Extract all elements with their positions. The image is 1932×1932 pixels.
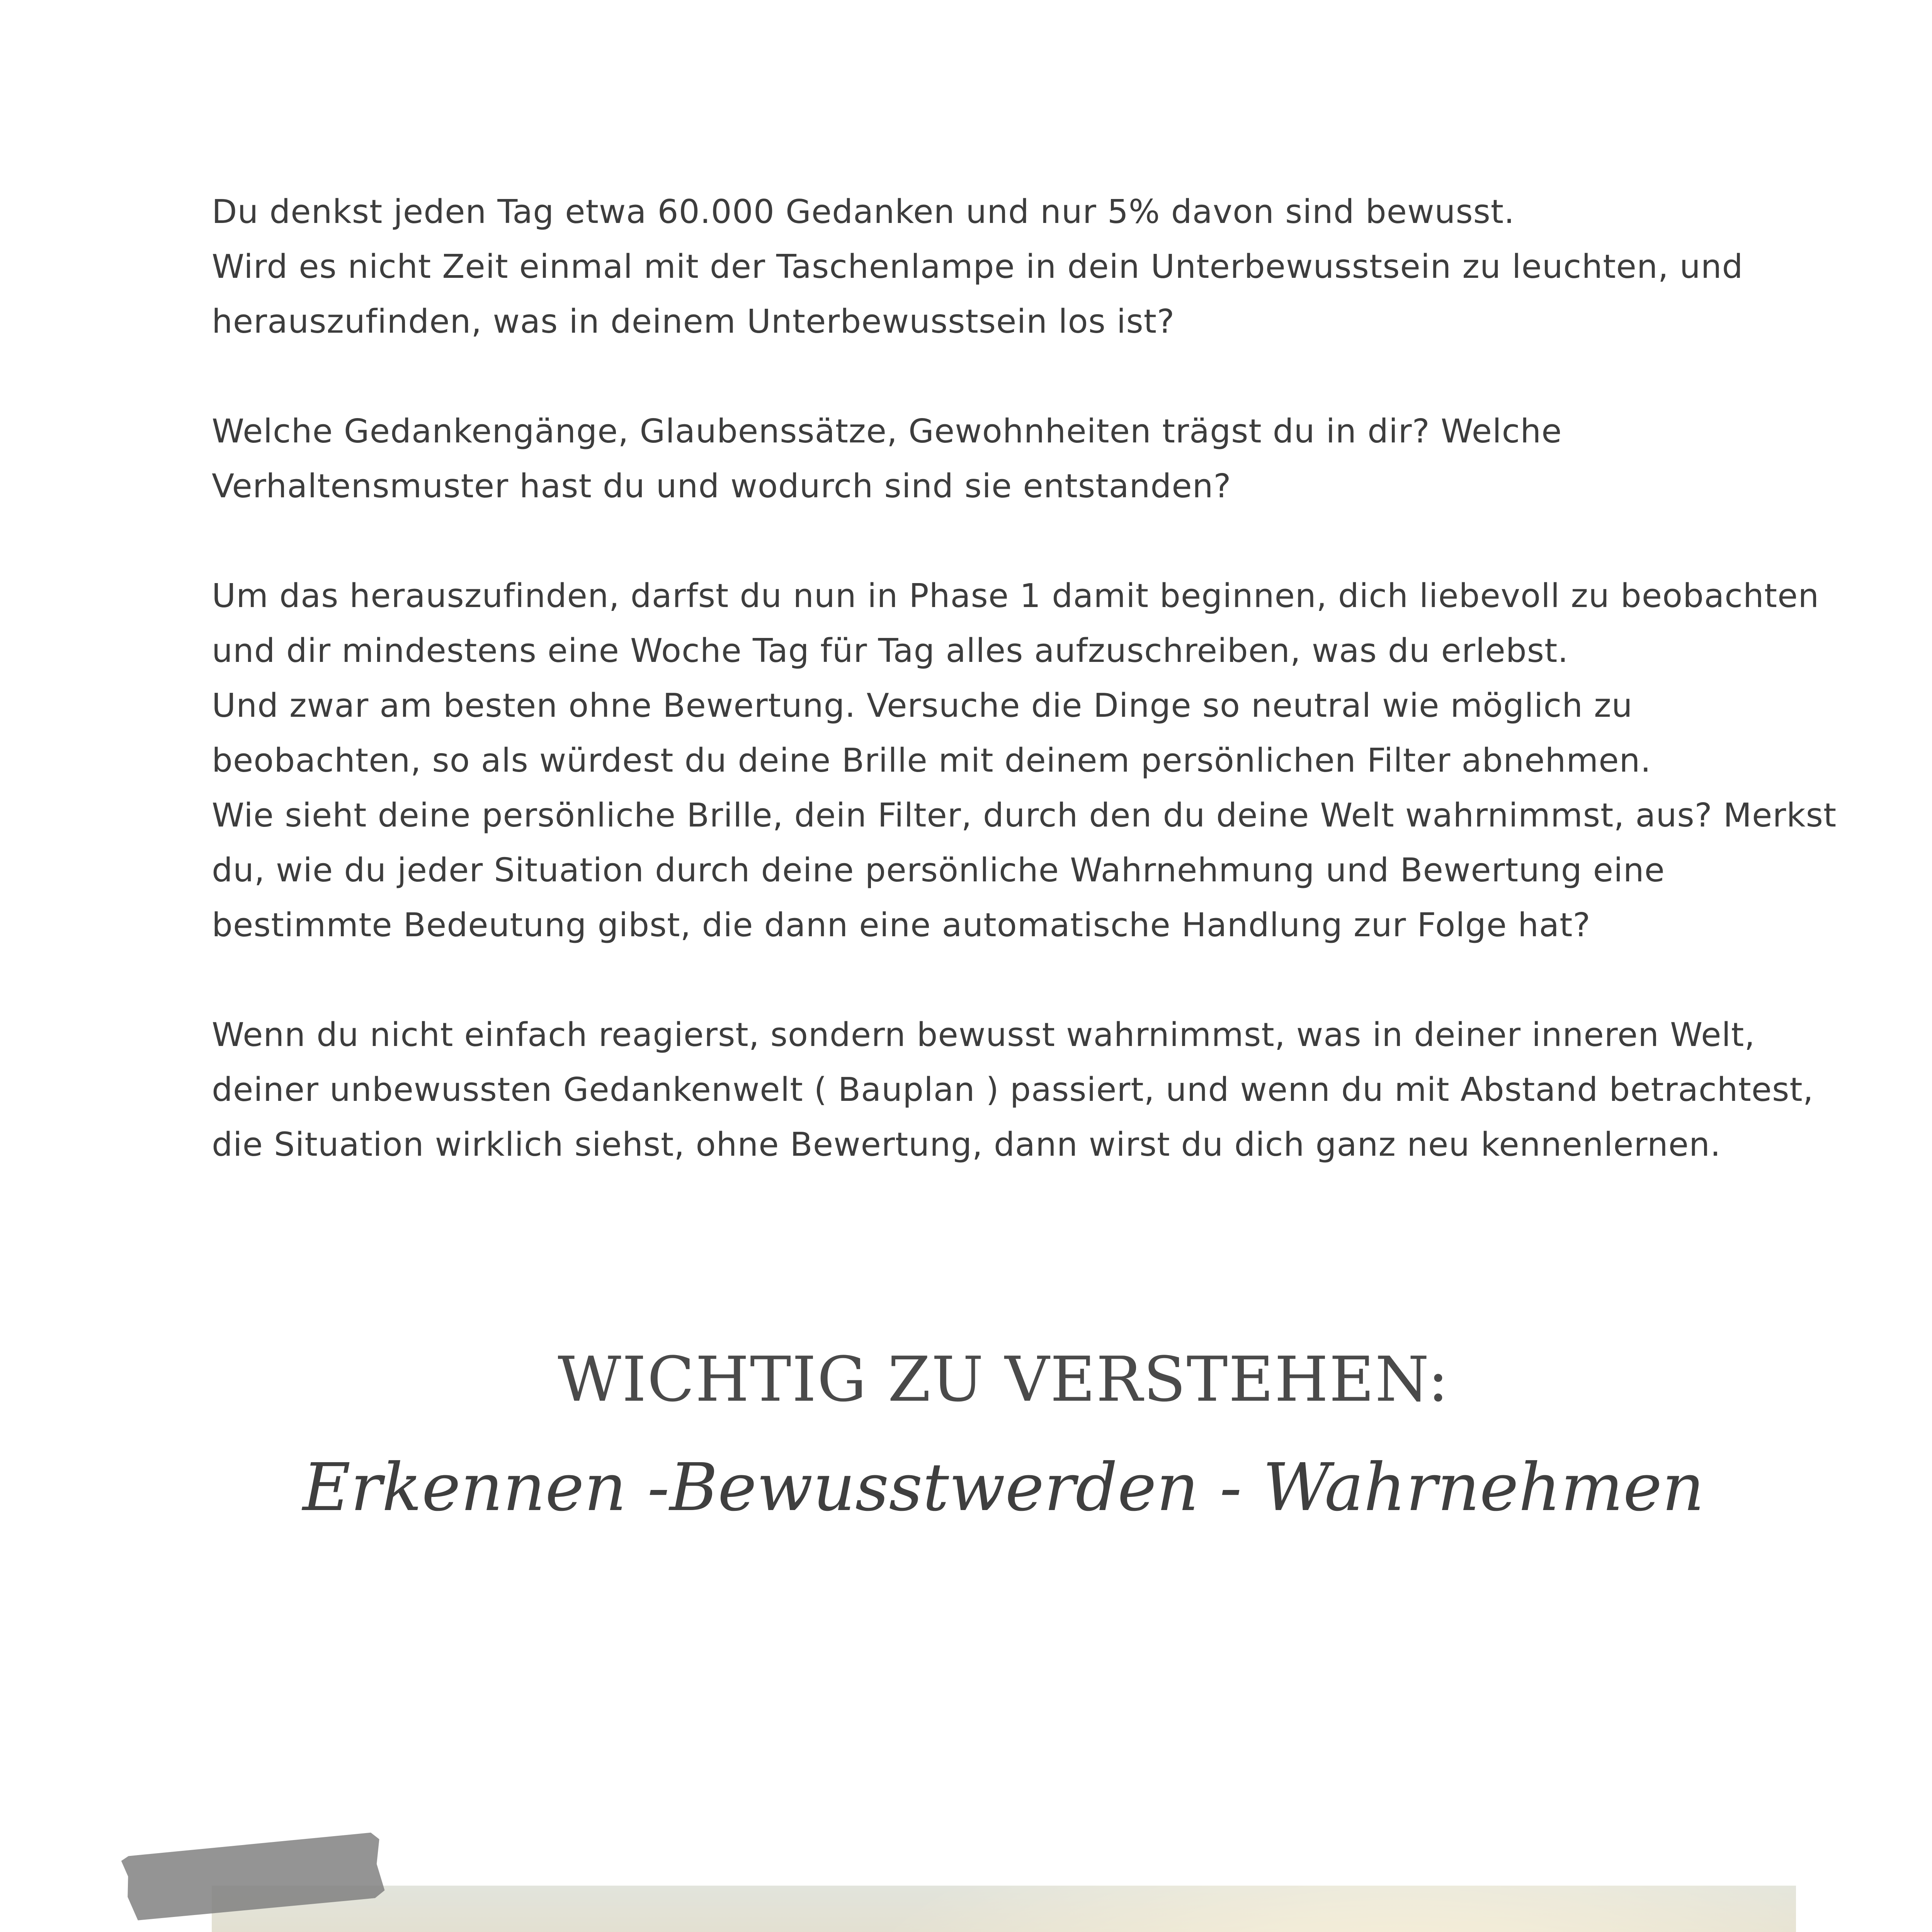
text-line: Wie sieht deine persönliche Brille, dein Filter, durch den du deine Welt wahrnimmst, aus? Merkst <box>212 796 1837 835</box>
body-text <box>212 185 1837 1172</box>
text-line: und dir mindestens eine Woche Tag für Tag alles aufzuschreiben, was du erlebst. <box>212 632 1569 670</box>
text-line: beobachten, so als würdest du deine Brille mit deinem persönlichen Filter abnehmen. <box>212 742 1651 780</box>
paragraph-2 <box>212 404 1800 514</box>
wheat-field-illustration <box>212 1886 1796 1932</box>
text-line: Verhaltensmuster hast du und wodurch sind sie entstanden? <box>212 467 1231 505</box>
text-line: Um das herauszufinden, darfst du nun in Phase 1 damit beginnen, dich liebevoll zu beobachten <box>212 577 1820 615</box>
text-line: Wenn du nicht einfach reagierst, sondern bewusst wahrnimmst, was in deiner inneren Welt, <box>212 1016 1755 1054</box>
section-heading: WICHTIG ZU VERSTEHEN: <box>558 1343 1449 1415</box>
wheat-field-photo <box>212 1886 1796 1932</box>
text-line: du, wie du jeder Situation durch deine persönliche Wahrnehmung und Bewertung eine <box>212 851 1665 889</box>
text-line: Du denkst jeden Tag etwa 60.000 Gedanken und nur 5% davon sind bewusst. <box>212 193 1515 231</box>
text-line: die Situation wirklich siehst, ohne Bewertung, dann wirst du dich ganz neu kennenlernen. <box>212 1126 1721 1164</box>
text-line: Und zwar am besten ohne Bewertung. Versuche die Dinge so neutral wie möglich zu <box>212 687 1633 725</box>
text-line: deiner unbewussten Gedankenwelt ( Bauplan ) passiert, und wenn du mit Abstand betrachtest, <box>212 1071 1814 1109</box>
text-line: herauszufinden, was in deinem Unterbewusstsein los ist? <box>212 303 1175 341</box>
paragraph-1 <box>212 185 1800 349</box>
text-line: bestimmte Bedeutung gibst, die dann eine automatische Handlung zur Folge hat? <box>212 906 1591 944</box>
text-line: Wird es nicht Zeit einmal mit der Taschenlampe in dein Unterbewusstsein zu leuchten, und <box>212 248 1743 286</box>
paragraph-3 <box>212 569 1837 953</box>
text-line: Welche Gedankengänge, Glaubenssätze, Gewohnheiten trägst du in dir? Welche <box>212 412 1562 451</box>
paragraph-4 <box>212 1008 1814 1172</box>
script-subheading: Erkennen -Bewusstwerden - Wahrnehmen <box>303 1449 1704 1526</box>
